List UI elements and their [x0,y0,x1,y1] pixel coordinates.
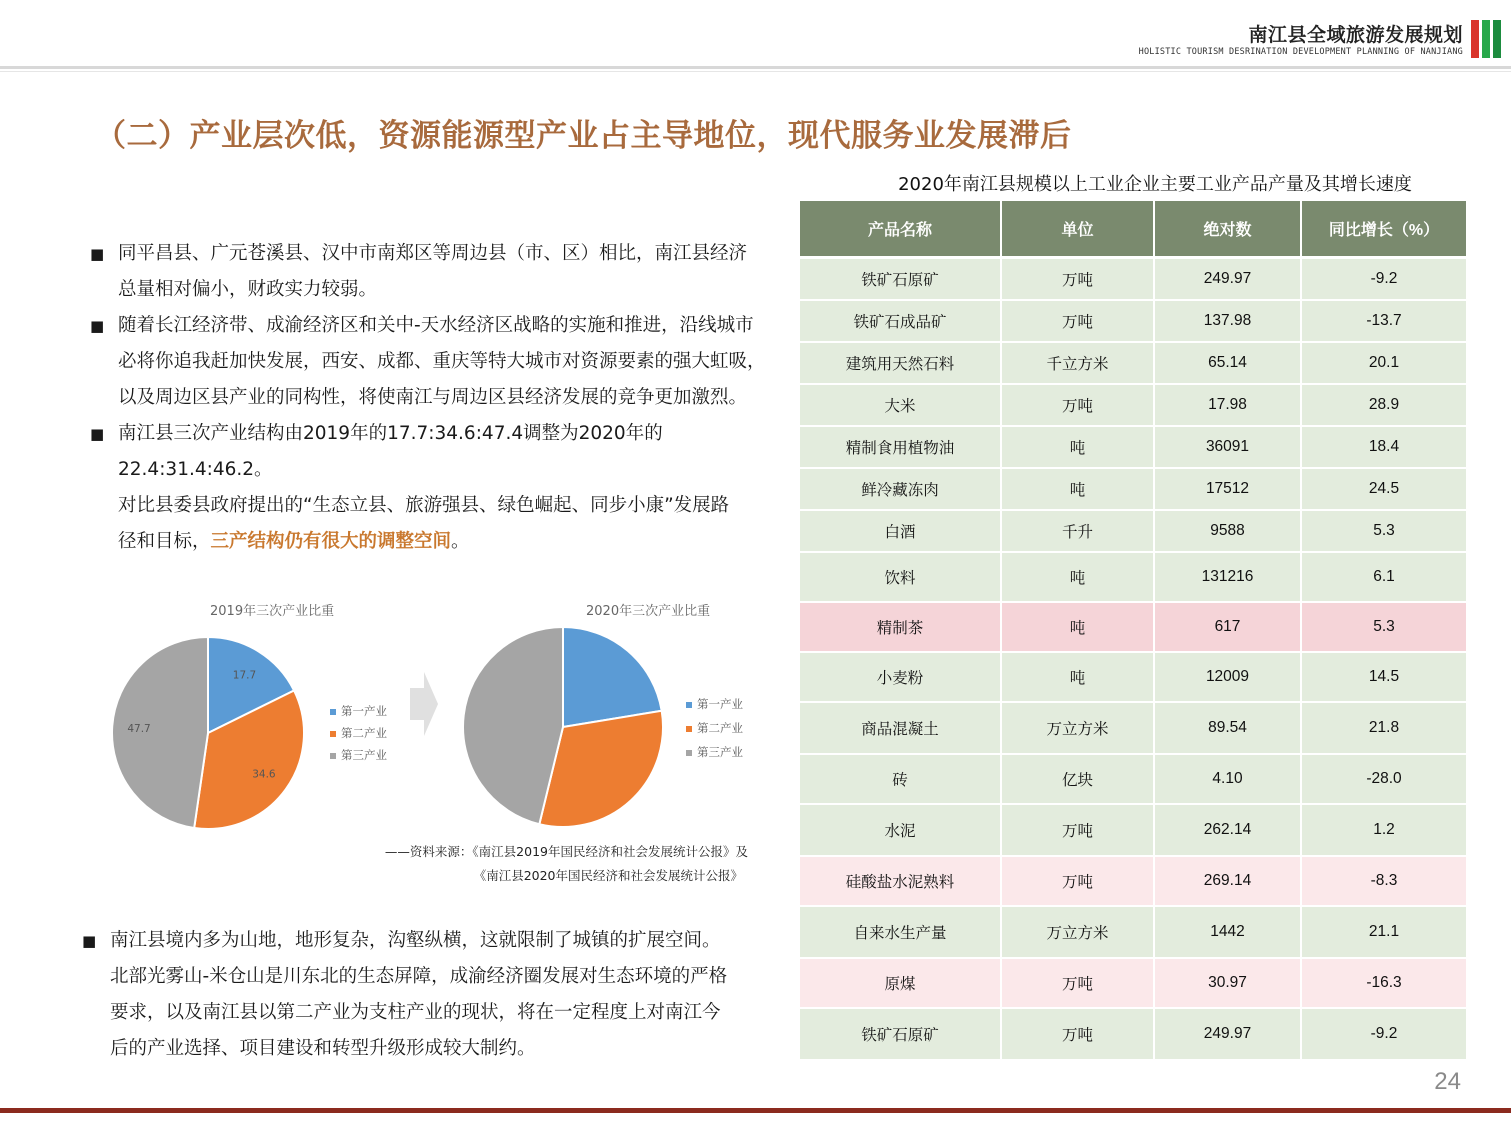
table-cell: 饮料 [800,552,1001,602]
table-body [800,258,1466,1060]
bullet-4-line-1: 南江县境内多为山地，地形复杂，沟壑纵横，这就限制了城镇的扩展空间。 [110,930,721,951]
table-row [800,258,1466,300]
table-cell: 21.1 [1301,906,1466,958]
table-cell: 28.9 [1301,384,1466,426]
table-cell: 吨 [1001,652,1154,702]
table-cell: -8.3 [1301,856,1466,906]
column-header-product: 产品名称 [800,201,1001,258]
pie-chart-2020-title: 2020年三次产业比重 [586,604,711,619]
table-cell: 24.5 [1301,468,1466,510]
table-row [800,702,1466,754]
document-title: 南江县全域旅游发展规划 [1248,24,1463,46]
header-divider-thin [0,71,1511,72]
header-bar-darkgreen [1493,20,1501,58]
table-header-row [800,201,1466,258]
table-cell: 万吨 [1001,856,1154,906]
legend-label: 第三产业 [697,745,743,759]
bullet-2-line-3: 以及周边区县产业的同构性，将使南江与周边区县经济发展的竞争更加激烈。 [118,387,748,408]
header-bar-green [1482,20,1490,58]
column-header-growth: 同比增长（%） [1301,201,1466,258]
legend-item-primary [686,696,743,712]
table-cell: 9588 [1154,510,1301,552]
header-divider [0,66,1511,69]
table-cell: 万吨 [1001,384,1154,426]
table-cell: 1442 [1154,906,1301,958]
table-cell: -9.2 [1301,258,1466,300]
table-row [800,958,1466,1008]
bullet-paragraph-1 [90,236,790,308]
table-cell: 万吨 [1001,258,1154,300]
table-cell: 131216 [1154,552,1301,602]
bullet-4-line-4: 后的产业选择、项目建设和转型升级形成较大制约。 [110,1038,536,1059]
table-cell: 14.5 [1301,652,1466,702]
table-cell: -16.3 [1301,958,1466,1008]
legend-item-secondary [686,720,743,736]
pie-data-label: 17.7 [232,669,257,682]
table-cell: 建筑用天然石料 [800,342,1001,384]
bullet-paragraph-3 [90,416,790,552]
table-cell: 铁矿石原矿 [800,1008,1001,1060]
table-cell: -9.2 [1301,1008,1466,1060]
legend-swatch-gray [686,750,692,756]
legend-item-primary [330,703,387,719]
table-cell: 18.4 [1301,426,1466,468]
pie-data-label: 34.6 [252,768,276,781]
table-row [800,384,1466,426]
table-cell: 21.8 [1301,702,1466,754]
table-row [800,602,1466,652]
pie-slice-1 [563,627,662,727]
table-cell: 原煤 [800,958,1001,1008]
table-cell: 262.14 [1154,804,1301,856]
table-cell: 千升 [1001,510,1154,552]
table-cell: -13.7 [1301,300,1466,342]
table-cell: 吨 [1001,552,1154,602]
table-cell: 吨 [1001,426,1154,468]
table-row [800,510,1466,552]
bullet-3-line-3 [118,524,790,560]
bullet-3-line-2: 对比县委县政府提出的“生态立县、旅游强县、绿色崛起、同步小康”发展路 [118,495,730,516]
table-row [800,468,1466,510]
table-cell: 617 [1154,602,1301,652]
table-cell: 吨 [1001,468,1154,510]
bullet-3-line-3-end: 。 [451,531,470,552]
legend-item-secondary [330,725,387,741]
footer-divider [0,1108,1511,1113]
table-cell: 精制食用植物油 [800,426,1001,468]
bullet-4-line-3: 要求，以及南江县以第二产业为支柱产业的现状，将在一定程度上对南江今 [110,1002,721,1023]
table-cell: 商品混凝土 [800,702,1001,754]
legend-label: 第三产业 [341,748,387,762]
table-cell: 1.2 [1301,804,1466,856]
pie-chart-2020 [463,627,663,827]
legend-swatch-blue [330,709,336,715]
table-cell: -28.0 [1301,754,1466,804]
column-header-absolute: 绝对数 [1154,201,1301,258]
table-cell: 17.98 [1154,384,1301,426]
table-cell: 水泥 [800,804,1001,856]
highlight-text: 三产结构仍有很大的调整空间 [210,531,452,552]
document-subtitle: HOLISTIC TOURISM DESRINATION DEVELOPMENT PLANNING OF NANJIANG [1138,47,1463,57]
table-cell: 大米 [800,384,1001,426]
legend-swatch-orange [686,726,692,732]
table-cell: 5.3 [1301,510,1466,552]
bullet-3-line-1: 南江县三次产业结构由2019年的17.7:34.6:47.4调整为2020年的22.4:31.4:46.2。 [118,423,663,480]
product-output-table [800,201,1466,1061]
bullet-square-icon: ■ [82,932,97,950]
table-cell: 20.1 [1301,342,1466,384]
arrow-right-icon [410,672,438,736]
pie-chart-2019-title: 2019年三次产业比重 [210,604,335,619]
table-cell: 鲜冷藏冻肉 [800,468,1001,510]
table-cell: 万吨 [1001,804,1154,856]
bullet-2-line-1: 随着长江经济带、成渝经济区和关中-天水经济区战略的实施和推进，沿线城市 [118,315,754,336]
bullet-1-line-2: 总量相对偏小，财政实力较弱。 [118,279,378,300]
legend-swatch-orange [330,731,336,737]
header-color-bars [1471,20,1501,58]
table-cell: 万吨 [1001,958,1154,1008]
bullet-4-line-2: 北部光雾山-米仓山是川东北的生态屏障，成渝经济圈发展对生态环境的严格 [110,966,728,987]
legend-label: 第一产业 [697,697,743,711]
table-cell: 17512 [1154,468,1301,510]
legend-label: 第二产业 [341,726,387,740]
legend-item-tertiary [330,747,387,763]
table-cell: 269.14 [1154,856,1301,906]
table-cell: 4.10 [1154,754,1301,804]
table-row [800,906,1466,958]
table-cell: 5.3 [1301,602,1466,652]
table-cell: 249.97 [1154,258,1301,300]
bullet-paragraph-4 [82,923,782,1067]
pie-chart-2020-legend [686,696,743,760]
bullet-square-icon: ■ [90,245,105,263]
table-cell: 小麦粉 [800,652,1001,702]
table-cell: 铁矿石原矿 [800,258,1001,300]
table-row [800,856,1466,906]
table-title: 2020年南江县规模以上工业企业主要工业产品产量及其增长速度 [898,174,1412,195]
page-number: 24 [1434,1068,1461,1095]
table-row [800,342,1466,384]
table-cell: 137.98 [1154,300,1301,342]
legend-item-tertiary [686,744,743,760]
column-header-unit: 单位 [1001,201,1154,258]
table-cell: 万立方米 [1001,702,1154,754]
table-cell: 铁矿石成品矿 [800,300,1001,342]
table-cell: 砖 [800,754,1001,804]
pie-data-label: 47.7 [127,723,151,736]
table-row [800,300,1466,342]
table-row [800,754,1466,804]
section-heading: （二）产业层次低，资源能源型产业占主导地位，现代服务业发展滞后 [95,118,1072,154]
table-cell: 6.1 [1301,552,1466,602]
pie-chart-2019 [112,637,304,829]
bullet-square-icon: ■ [90,317,105,335]
table-cell: 白酒 [800,510,1001,552]
legend-label: 第二产业 [697,721,743,735]
pie-chart-2019-legend [330,703,387,763]
bullet-paragraph-2 [90,308,790,416]
bullet-square-icon: ■ [90,425,105,443]
source-note-line-1: ——资料来源：《南江县2019年国民经济和社会发展统计公报》及 [384,844,748,859]
bullet-3-line-3-text: 径和目标， [118,531,211,552]
table-cell: 万立方米 [1001,906,1154,958]
table-cell: 自来水生产量 [800,906,1001,958]
table-cell: 249.97 [1154,1008,1301,1060]
bullet-1-line-1: 同平昌县、广元苍溪县、汉中市南郑区等周边县（市、区）相比，南江县经济 [118,243,748,264]
table-row [800,804,1466,856]
table-cell: 30.97 [1154,958,1301,1008]
table-cell: 89.54 [1154,702,1301,754]
table-row [800,552,1466,602]
legend-label: 第一产业 [341,704,387,718]
table-cell: 36091 [1154,426,1301,468]
table-cell: 万吨 [1001,300,1154,342]
table-row [800,1008,1466,1060]
source-note-line-2: 《南江县2020年国民经济和社会发展统计公报》 [473,868,743,883]
table-cell: 12009 [1154,652,1301,702]
table-cell: 万吨 [1001,1008,1154,1060]
table-cell: 65.14 [1154,342,1301,384]
legend-swatch-gray [330,753,336,759]
table-cell: 千立方米 [1001,342,1154,384]
table-row [800,652,1466,702]
table-row [800,426,1466,468]
table-cell: 硅酸盐水泥熟料 [800,856,1001,906]
legend-swatch-blue [686,702,692,708]
bullet-2-line-2: 必将你追我赶加快发展，西安、成都、重庆等特大城市对资源要素的强大虹吸， [118,351,766,372]
table-cell: 精制茶 [800,602,1001,652]
table-cell: 吨 [1001,602,1154,652]
header-bar-red [1471,20,1479,58]
table-cell: 亿块 [1001,754,1154,804]
